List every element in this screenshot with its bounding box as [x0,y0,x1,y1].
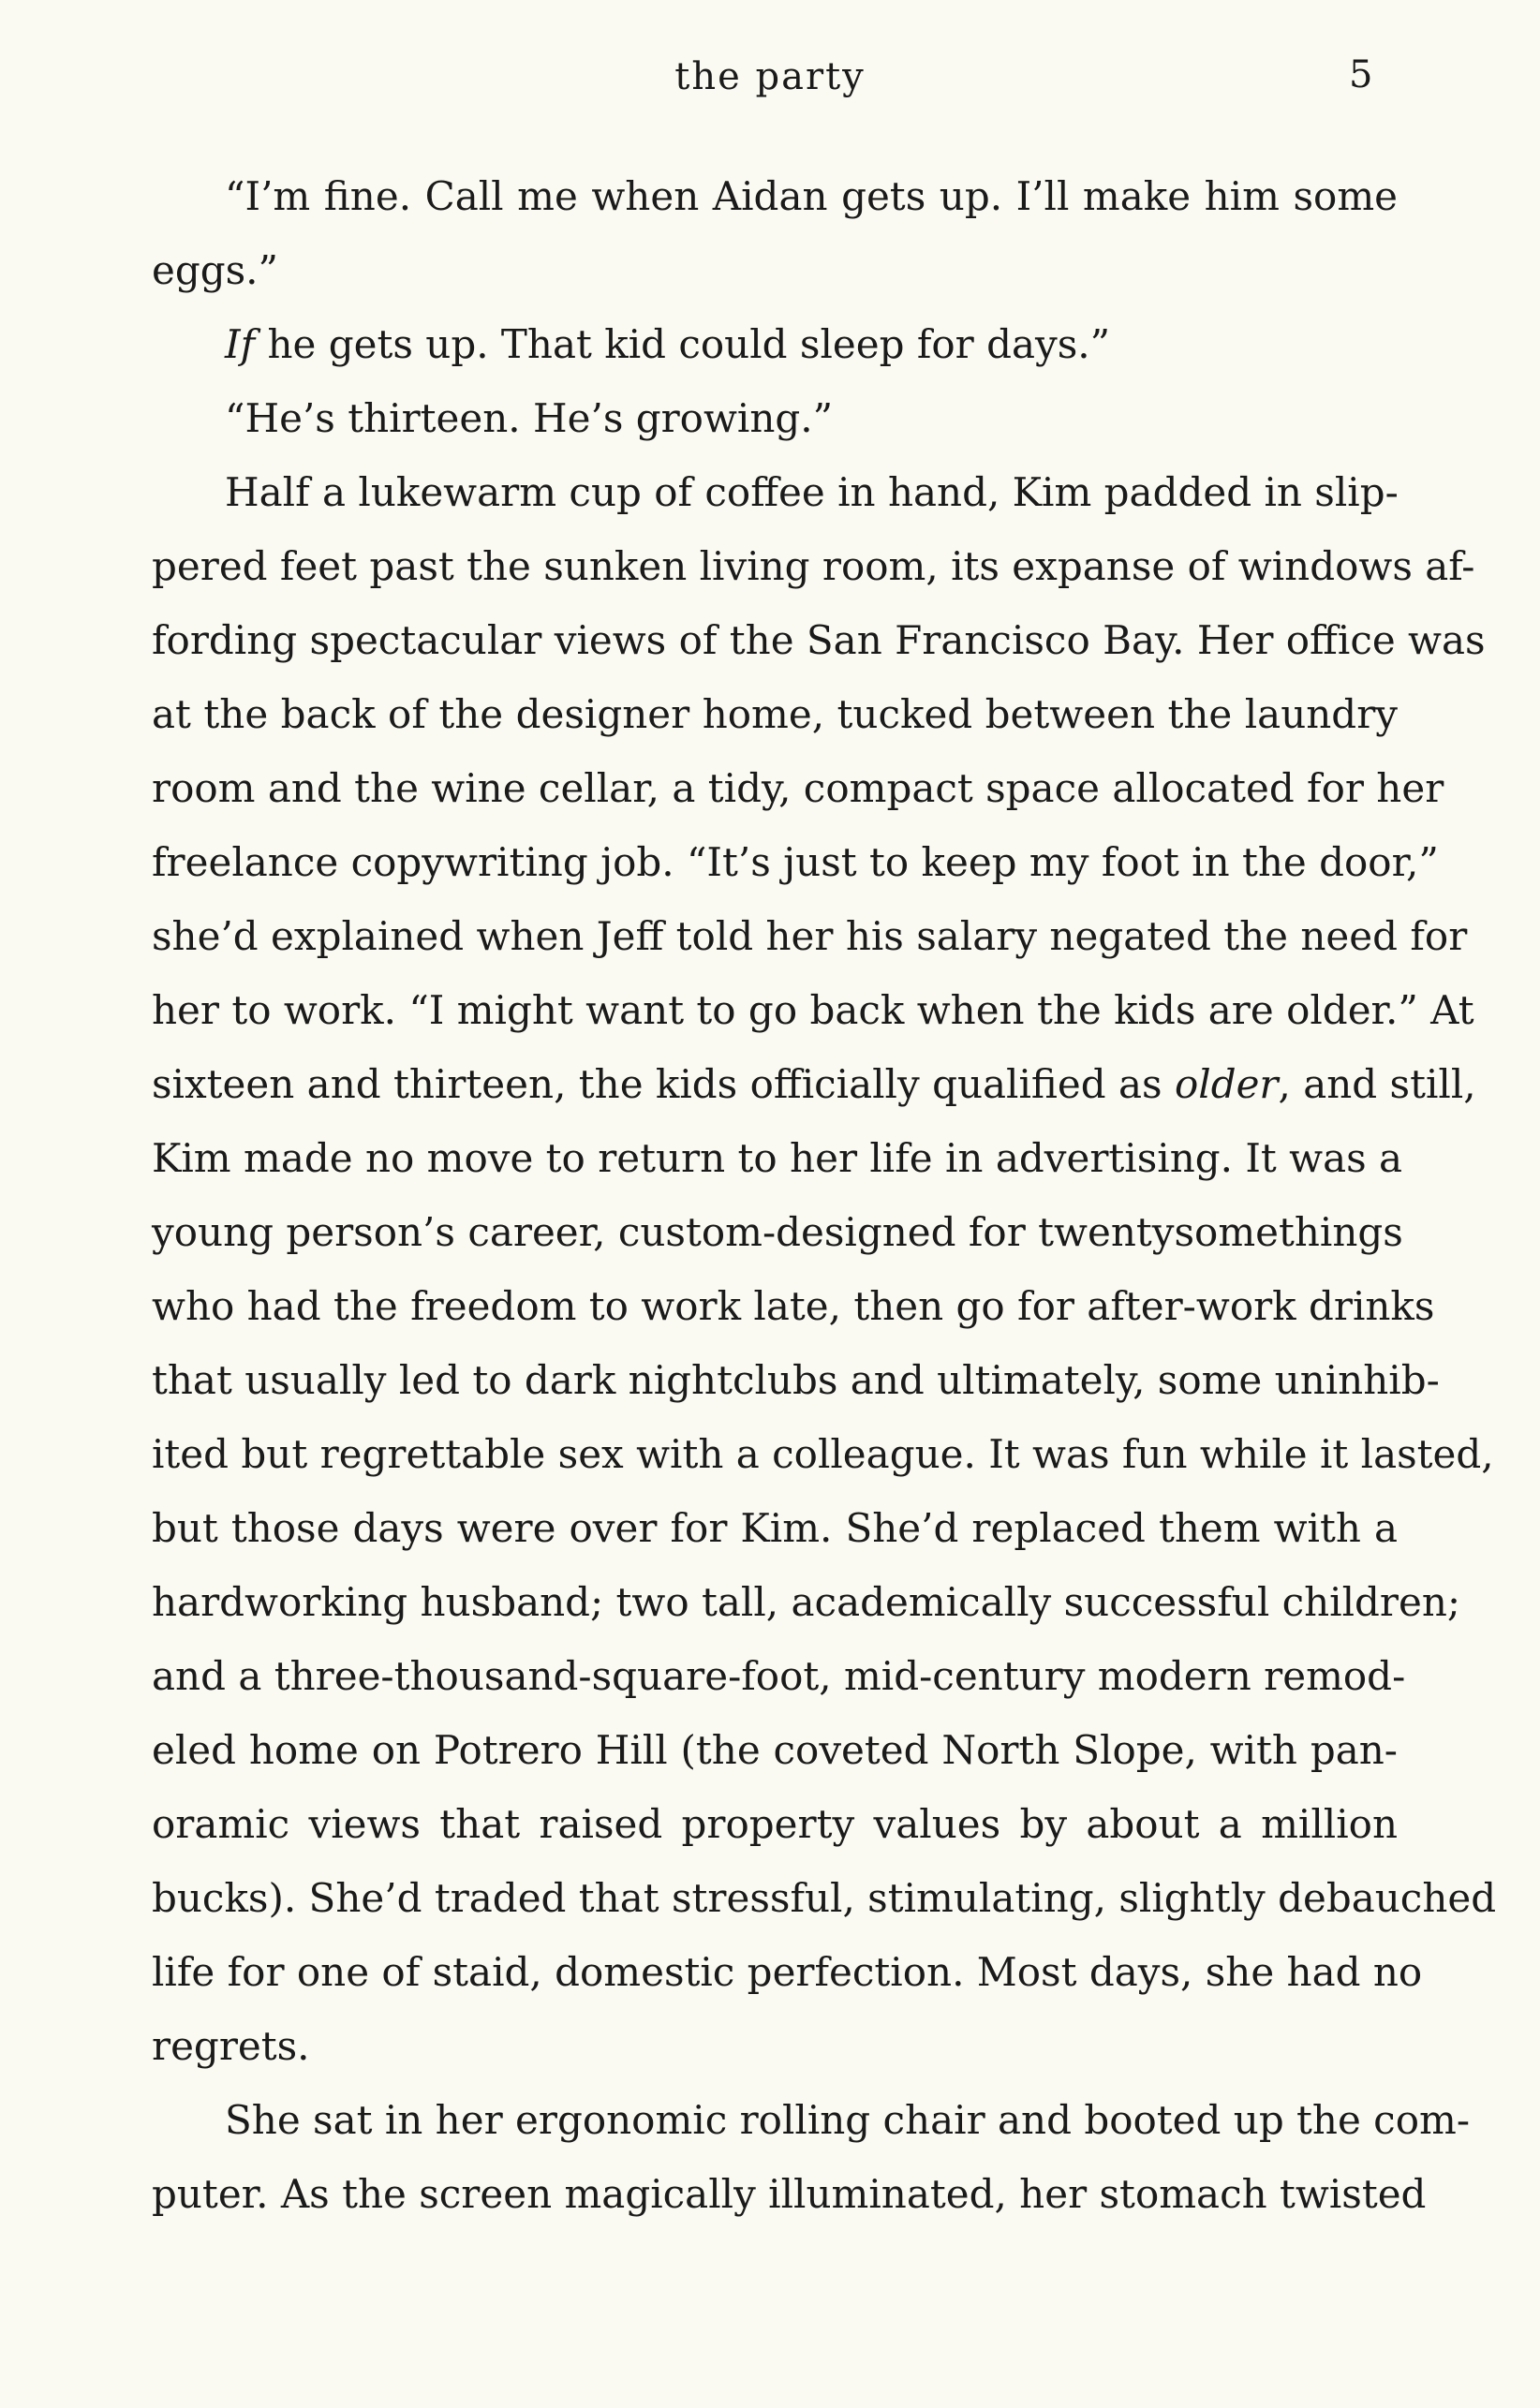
text-line: young person’s career, custom-designed for twentysomethings [152,1209,1403,1255]
text-fragment: he gets up. That kid could sleep for days.” [255,321,1111,367]
text-line: She sat in her ergonomic rolling chair and booted up the com- [225,2097,1471,2143]
text-line: Half a lukewarm cup of coffee in hand, Kim padded in slip- [225,469,1399,515]
text-line: bucks). She’d traded that stressful, stimulating, slightly debauched [152,1875,1497,1921]
text-line: she’d explained when Jeff told her his salary negated the need for [152,913,1468,959]
italic-word: If [225,321,256,367]
text-line: eled home on Potrero Hill (the coveted North Slope, with pan- [152,1727,1398,1773]
text-line: hardworking husband; two tall, academically successful children; [152,1579,1461,1625]
body-text [152,159,1497,2231]
italic-word: older [1174,1061,1279,1107]
text-line: puter. As the screen magically illuminated, her stomach twisted [152,2171,1427,2217]
text-line: that usually led to dark nightclubs and ultimately, some uninhib- [152,1357,1440,1403]
text-fragment: sixteen and thirteen, the kids officially qualified as [152,1061,1175,1107]
paragraph-2 [152,307,1398,381]
paragraph-4 [152,455,1497,2083]
text-line: freelance copywriting job. “It’s just to keep my foot in the door,” [152,839,1439,885]
paragraph-1 [152,159,1398,307]
text-line: but those days were over for Kim. She’d replaced them with a [152,1505,1398,1551]
text-fragment: , and still, [1278,1061,1476,1107]
text-line: “I’m fine. Call me when Aidan gets up. I’ll make him some [225,173,1398,219]
text-line: oramic views that raised property values by about a million [152,1801,1398,1847]
text-line: and a three-thousand-square-foot, mid-century modern remod- [152,1653,1406,1699]
running-title: the party [674,55,866,98]
text-line: at the back of the designer home, tucked between the laundry [152,691,1398,737]
paragraph-5 [152,2083,1471,2231]
text-line: who had the freedom to work late, then go for after-work drinks [152,1283,1435,1329]
text-line: Kim made no move to return to her life in advertising. It was a [152,1135,1403,1181]
text-line: pered feet past the sunken living room, its expanse of windows af- [152,543,1475,589]
text-line [152,1047,1476,1121]
text-line: eggs.” [152,247,279,293]
text-line: her to work. “I might want to go back when the kids are older.” At [152,987,1474,1033]
text-line: regrets. [152,2023,310,2069]
text-line: fording spectacular views of the San Francisco Bay. Her office was [152,617,1486,663]
text-line: life for one of staid, domestic perfection. Most days, she had no [152,1949,1423,1995]
page-number: 5 [1349,53,1373,96]
text-line: ited but regrettable sex with a colleague. It was fun while it lasted, [152,1431,1494,1477]
text-line: room and the wine cellar, a tidy, compact space allocated for her [152,765,1444,811]
text-line [152,307,1398,381]
paragraph-3 [152,381,1398,455]
text-line: “He’s thirteen. He’s growing.” [225,395,834,441]
